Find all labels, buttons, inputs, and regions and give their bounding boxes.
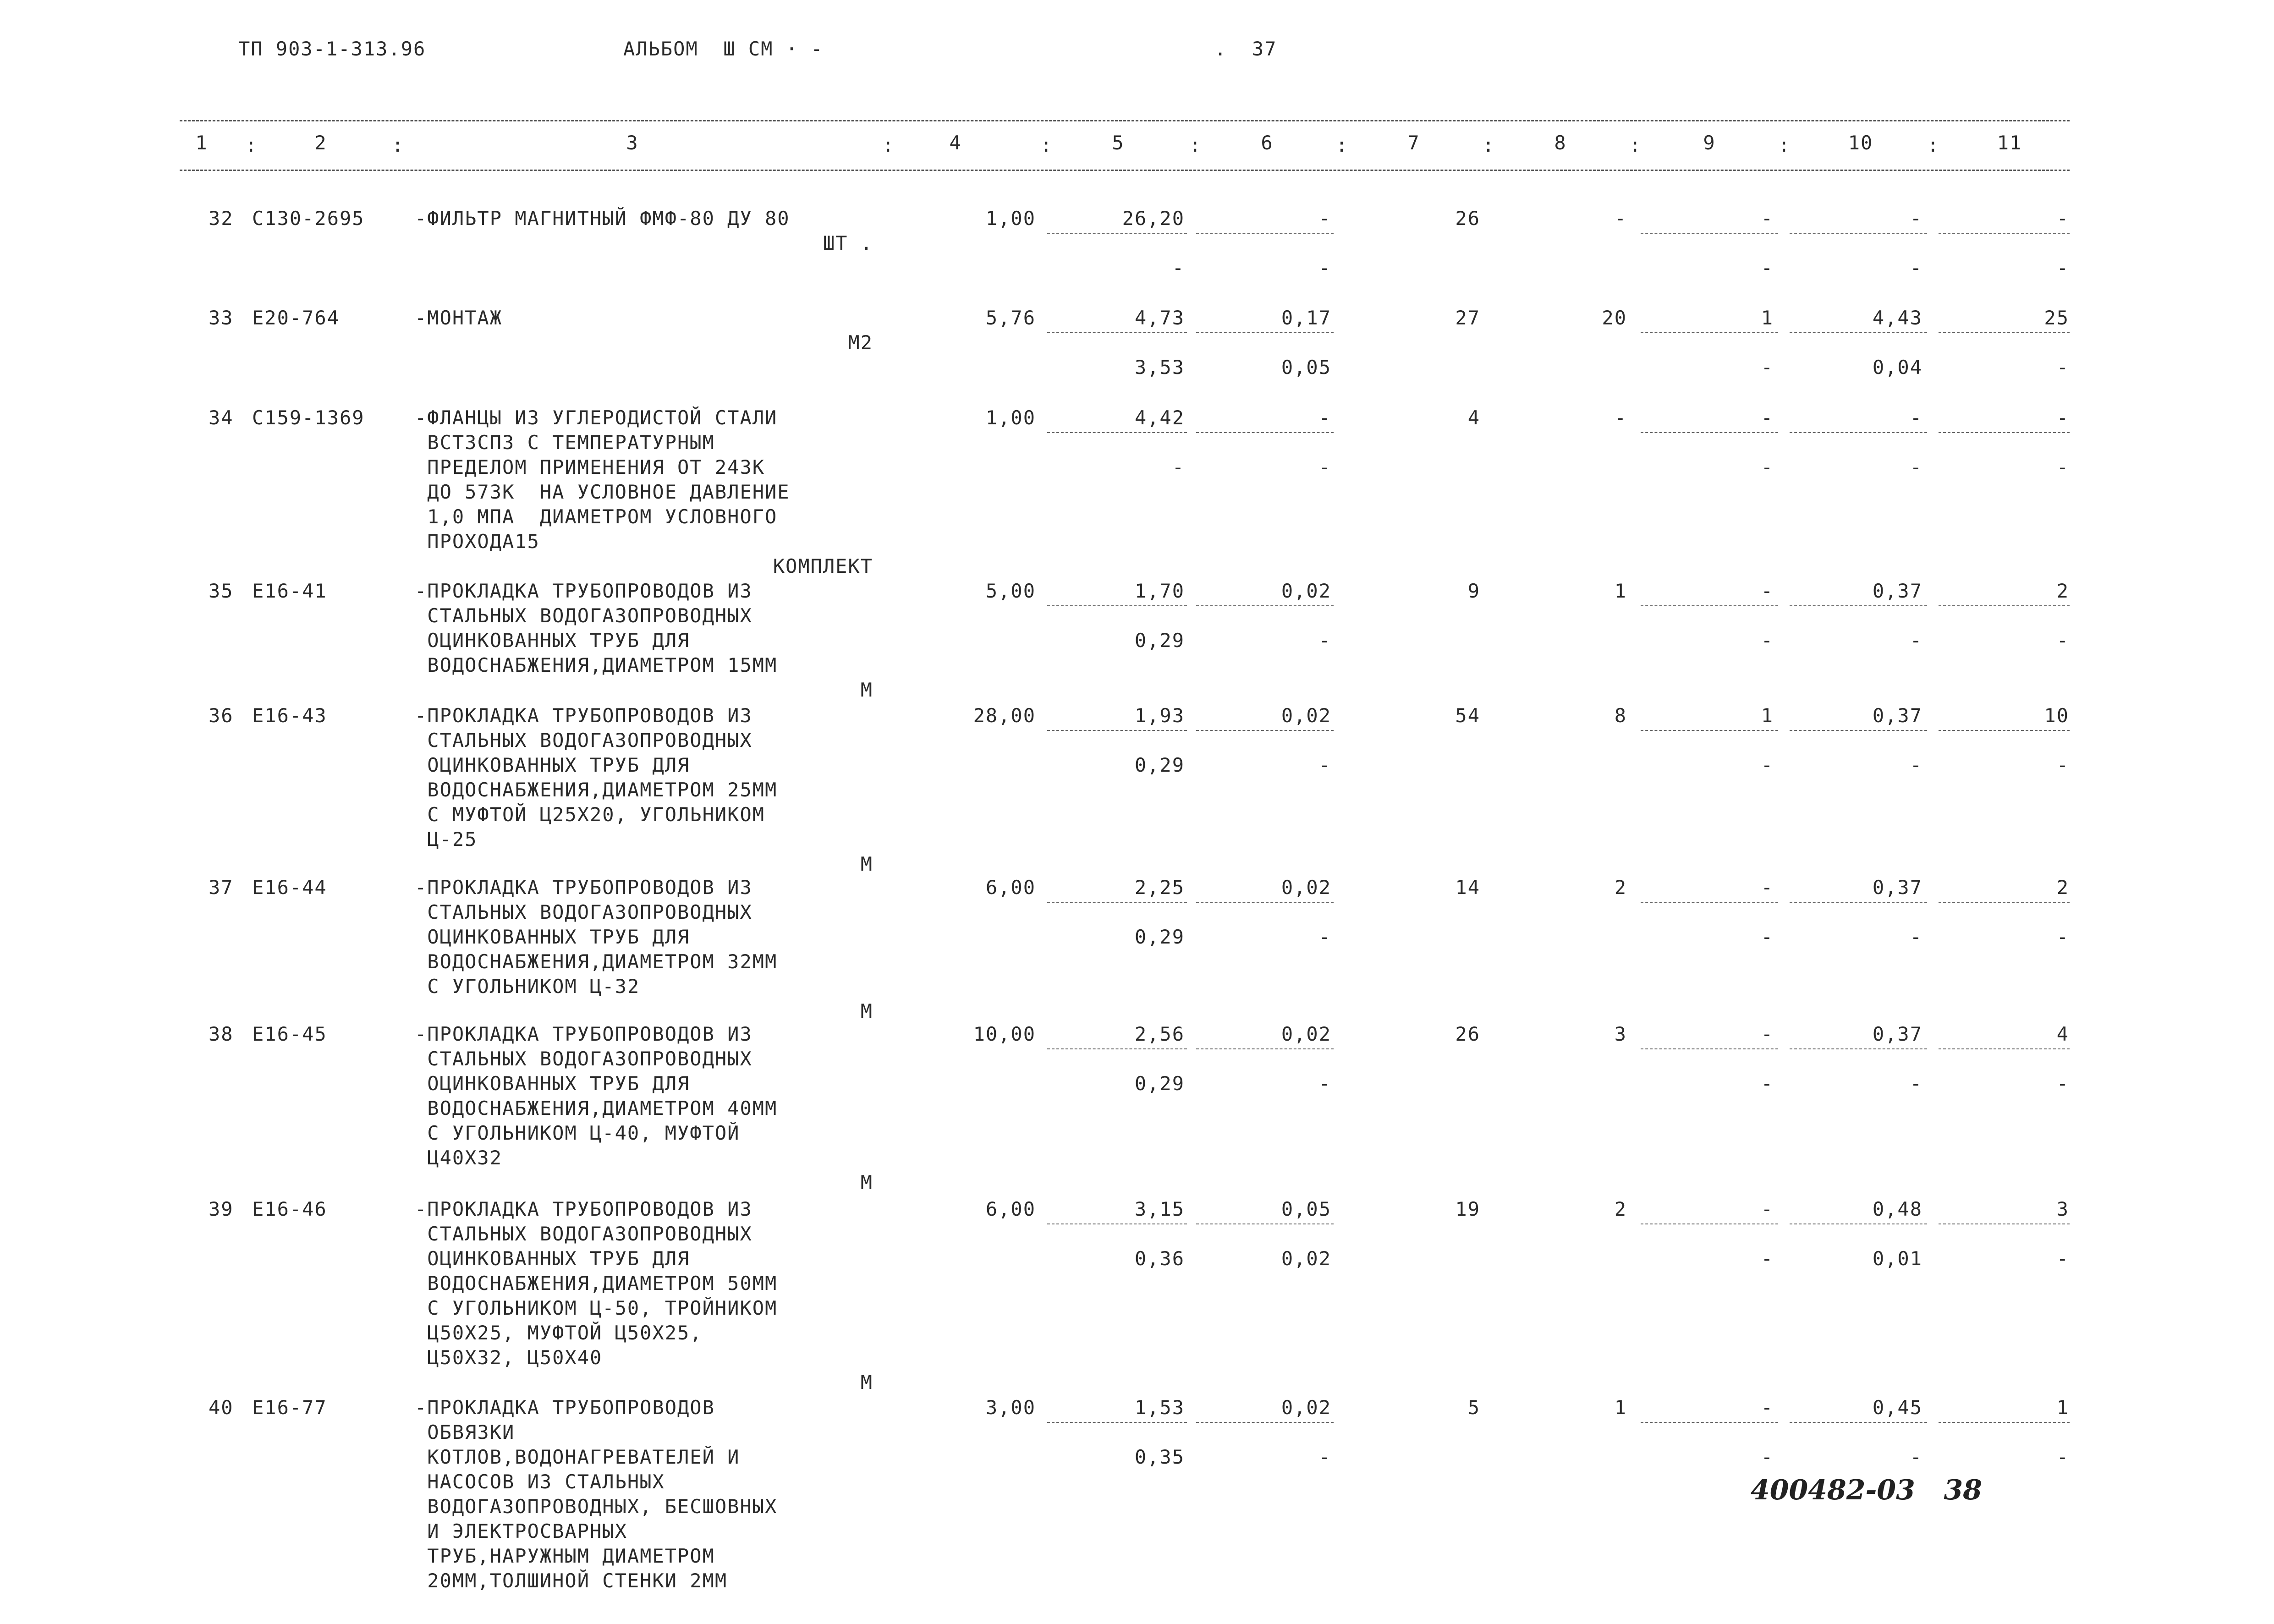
cell-c9: - (1761, 406, 1774, 429)
column-separator: : (392, 134, 405, 156)
cell-divider (1047, 1223, 1187, 1224)
cell-c8: - (1614, 406, 1627, 429)
cell-c5: 1,53 (1134, 1396, 1185, 1419)
cell-c9b: - (1761, 257, 1774, 279)
row-number: 33 (209, 307, 234, 329)
cell-c9: 1 (1761, 704, 1774, 727)
cell-c10b: 0,01 (1872, 1247, 1922, 1270)
work-description-line: СТАЛЬНЫХ ВОДОГАЗОПРОВОДНЫХ (415, 729, 753, 752)
cell-c9b: - (1761, 926, 1774, 948)
cell-divider (1790, 233, 1927, 234)
cell-c10: 0,45 (1872, 1396, 1922, 1419)
cell-c11b: - (2056, 456, 2069, 478)
cell-divider (1790, 730, 1927, 731)
cell-c5b: 0,29 (1134, 629, 1185, 652)
cell-c7: 26 (1455, 1023, 1480, 1045)
cell-c10: 4,43 (1872, 307, 1922, 329)
cell-c10: 0,37 (1872, 1023, 1922, 1045)
cell-c6: 0,02 (1281, 1023, 1331, 1045)
work-description-line: ВОДОСНАБЖЕНИЯ,ДИАМЕТРОМ 32ММ (415, 950, 778, 973)
cell-divider (1641, 1223, 1778, 1224)
cell-c9b: - (1761, 1072, 1774, 1095)
cell-c11: 10 (2044, 704, 2069, 727)
cell-c10b: - (1910, 257, 1922, 279)
column-number: 3 (626, 132, 639, 154)
row-number: 39 (209, 1198, 234, 1220)
cell-c5b: 0,36 (1134, 1247, 1185, 1270)
cell-c6: 0,02 (1281, 876, 1331, 899)
cell-divider (1047, 730, 1187, 731)
cell-c8: - (1614, 207, 1627, 230)
cell-divider (1939, 730, 2070, 731)
cell-c9: - (1761, 876, 1774, 899)
work-description-line: СТАЛЬНЫХ ВОДОГАЗОПРОВОДНЫХ (415, 1223, 753, 1245)
column-number: 8 (1554, 132, 1567, 154)
work-description-line: -ПРОКЛАДКА ТРУБОПРОВОДОВ ИЗ (415, 1198, 753, 1220)
page-mark: . 37 (1214, 38, 1277, 60)
cell-c8: 8 (1614, 704, 1627, 727)
work-description-line: -ПРОКЛАДКА ТРУБОПРОВОДОВ ИЗ (415, 580, 753, 602)
unit-of-measure: КОМПЛЕКТ (773, 555, 873, 577)
cell-divider (1939, 432, 2070, 433)
cell-c6: 0,05 (1281, 1198, 1331, 1220)
cell-c6b: 0,02 (1281, 1247, 1331, 1270)
cell-divider (1196, 902, 1334, 903)
work-description-line: 1,0 МПА ДИАМЕТРОМ УСЛОВНОГО (415, 505, 778, 528)
cell-divider (1790, 1048, 1927, 1049)
work-description-line: -МОНТАЖ (415, 307, 503, 329)
cell-c4: 1,00 (985, 207, 1036, 230)
cell-c7: 14 (1455, 876, 1480, 899)
work-description-line: ДО 573К НА УСЛОВНОЕ ДАВЛЕНИЕ (415, 481, 790, 503)
cell-c9b: - (1761, 1446, 1774, 1468)
column-number: 7 (1407, 132, 1420, 154)
cell-c5: 1,70 (1134, 580, 1185, 602)
cell-c10: 0,37 (1872, 704, 1922, 727)
cell-c6b: - (1318, 629, 1331, 652)
cell-divider (1196, 233, 1334, 234)
rate-code: Е16-77 (252, 1396, 327, 1419)
cell-divider (1790, 902, 1927, 903)
work-description-line: ОЦИНКОВАННЫХ ТРУБ ДЛЯ (415, 1247, 690, 1270)
column-number: 1 (195, 132, 208, 154)
cell-divider (1047, 432, 1187, 433)
work-description-line: СТАЛЬНЫХ ВОДОГАЗОПРОВОДНЫХ (415, 604, 753, 627)
cell-c9: - (1761, 207, 1774, 230)
cell-divider (1790, 432, 1927, 433)
unit-of-measure: М (860, 1371, 873, 1394)
work-description-line: ВОДОСНАБЖЕНИЯ,ДИАМЕТРОМ 40ММ (415, 1097, 778, 1119)
cell-c4: 28,00 (973, 704, 1036, 727)
cell-divider (1047, 1422, 1187, 1423)
work-description-line: -ПРОКЛАДКА ТРУБОПРОВОДОВ ИЗ (415, 876, 753, 899)
column-number: 10 (1848, 132, 1873, 154)
cell-c5: 2,25 (1134, 876, 1185, 899)
cell-c5b: 3,53 (1134, 356, 1185, 379)
cell-divider (1939, 605, 2070, 606)
column-separator: : (1189, 134, 1202, 156)
cell-c5: 26,20 (1122, 207, 1185, 230)
column-number: 5 (1112, 132, 1125, 154)
cell-c4: 3,00 (985, 1396, 1036, 1419)
cell-c6: - (1318, 406, 1331, 429)
cell-c6: 0,02 (1281, 580, 1331, 602)
row-number: 32 (209, 207, 234, 230)
work-description-line: Ц40Х32 (415, 1147, 503, 1169)
cell-c11: 2 (2056, 876, 2069, 899)
cell-divider (1047, 1048, 1187, 1049)
cell-c9: 1 (1761, 307, 1774, 329)
cell-c10b: - (1910, 926, 1922, 948)
rate-code: Е16-46 (252, 1198, 327, 1220)
work-description-line: С УГОЛЬНИКОМ Ц-50, ТРОЙНИКОМ (415, 1297, 778, 1319)
cell-c5: 2,56 (1134, 1023, 1185, 1045)
work-description-line: -ПРОКЛАДКА ТРУБОПРОВОДОВ ИЗ (415, 704, 753, 727)
cell-divider (1196, 1048, 1334, 1049)
cell-divider (1641, 1048, 1778, 1049)
work-description-line: -ФЛАНЦЫ ИЗ УГЛЕРОДИСТОЙ СТАЛИ (415, 406, 778, 429)
column-number: 6 (1261, 132, 1274, 154)
work-description-line: ОЦИНКОВАННЫХ ТРУБ ДЛЯ (415, 754, 690, 776)
cell-c4: 1,00 (985, 406, 1036, 429)
work-description-line: 20ММ,ТОЛШИНОЙ СТЕНКИ 2ММ (415, 1569, 728, 1592)
work-description-line: Ц-25 (415, 828, 478, 850)
cell-divider (1641, 730, 1778, 731)
cell-c11: 3 (2056, 1198, 2069, 1220)
cell-c7: 19 (1455, 1198, 1480, 1220)
work-description-line: Ц50Х25, МУФТОЙ Ц50Х25, (415, 1322, 703, 1344)
cell-divider (1047, 233, 1187, 234)
cell-c11: - (2056, 406, 2069, 429)
cell-c6b: 0,05 (1281, 356, 1331, 379)
cell-divider (1790, 605, 1927, 606)
cell-divider (1641, 432, 1778, 433)
column-separator: : (1483, 134, 1495, 156)
rate-code: С159-1369 (252, 406, 365, 429)
cell-c9: - (1761, 1396, 1774, 1419)
cell-c9b: - (1761, 356, 1774, 379)
unit-of-measure: М (860, 679, 873, 701)
cell-divider (1047, 332, 1187, 333)
album-label: АЛЬБОМ Ш СМ · - (623, 38, 824, 60)
cell-divider (1939, 332, 2070, 333)
row-number: 38 (209, 1023, 234, 1045)
cell-c7: 26 (1455, 207, 1480, 230)
cell-divider (1790, 1223, 1927, 1224)
cell-divider (1939, 1048, 2070, 1049)
unit-of-measure: М2 (848, 331, 873, 354)
unit-of-measure: ШТ . (823, 232, 873, 254)
cell-divider (1196, 432, 1334, 433)
cell-c10b: - (1910, 754, 1922, 776)
cell-divider (1196, 1223, 1334, 1224)
cell-divider (1641, 902, 1778, 903)
cell-c6: 0,17 (1281, 307, 1331, 329)
work-description-line: ОЦИНКОВАННЫХ ТРУБ ДЛЯ (415, 629, 690, 652)
cell-c10: 0,48 (1872, 1198, 1922, 1220)
cell-c7: 54 (1455, 704, 1480, 727)
rate-code: С130-2695 (252, 207, 365, 230)
cell-c11b: - (2056, 1247, 2069, 1270)
rate-code: Е16-45 (252, 1023, 327, 1045)
work-description-line: -ФИЛЬТР МАГНИТНЫЙ ФМФ-80 ДУ 80 (415, 207, 790, 230)
cell-c10: - (1910, 406, 1922, 429)
cell-c11b: - (2056, 629, 2069, 652)
cell-c9: - (1761, 1198, 1774, 1220)
column-separator: : (1629, 134, 1642, 156)
column-separator: : (1336, 134, 1349, 156)
cell-c8: 1 (1614, 580, 1627, 602)
work-description-line: СТАЛЬНЫХ ВОДОГАЗОПРОВОДНЫХ (415, 1048, 753, 1070)
rate-code: Е16-44 (252, 876, 327, 899)
work-description-line: ВОДОГАЗОПРОВОДНЫХ, БЕСШОВНЫХ (415, 1495, 778, 1518)
cell-c10: 0,37 (1872, 876, 1922, 899)
cell-divider (1641, 332, 1778, 333)
cell-divider (1939, 902, 2070, 903)
unit-of-measure: М (860, 853, 873, 875)
cell-c11b: - (2056, 257, 2069, 279)
cell-c8: 1 (1614, 1396, 1627, 1419)
cell-c4: 5,00 (985, 580, 1036, 602)
cell-c9: - (1761, 1023, 1774, 1045)
work-description-line: ПРОХОДА15 (415, 530, 540, 553)
cell-c11b: - (2056, 926, 2069, 948)
cell-c7: 5 (1467, 1396, 1480, 1419)
column-number: 2 (314, 132, 327, 154)
cell-divider (1196, 730, 1334, 731)
cell-c11b: - (2056, 754, 2069, 776)
cell-c10: 0,37 (1872, 580, 1922, 602)
cell-c9b: - (1761, 1247, 1774, 1270)
cell-c6b: - (1318, 926, 1331, 948)
column-separator: : (1778, 134, 1791, 156)
handwritten-note: 400482-03 38 (1751, 1474, 1983, 1506)
cell-c6b: - (1318, 754, 1331, 776)
work-description-line: -ПРОКЛАДКА ТРУБОПРОВОДОВ ИЗ (415, 1023, 753, 1045)
work-description-line: ПРЕДЕЛОМ ПРИМЕНЕНИЯ ОТ 243К (415, 456, 765, 478)
cell-divider (1047, 902, 1187, 903)
work-description-line: ОЦИНКОВАННЫХ ТРУБ ДЛЯ (415, 926, 690, 948)
cell-c5: 1,93 (1134, 704, 1185, 727)
cell-c8: 2 (1614, 1198, 1627, 1220)
cell-c8: 3 (1614, 1023, 1627, 1045)
cell-c11: 4 (2056, 1023, 2069, 1045)
cell-c11: 2 (2056, 580, 2069, 602)
cell-divider (1047, 605, 1187, 606)
cell-c5b: 0,29 (1134, 926, 1185, 948)
cell-divider (1196, 332, 1334, 333)
work-description-line: КОТЛОВ,ВОДОНАГРЕВАТЕЛЕЙ И (415, 1446, 740, 1468)
cell-c4: 10,00 (973, 1023, 1036, 1045)
cell-c8: 2 (1614, 876, 1627, 899)
cell-c11: - (2056, 207, 2069, 230)
work-description-line: С УГОЛЬНИКОМ Ц-32 (415, 975, 640, 998)
work-description-line: Ц50Х32, Ц50Х40 (415, 1346, 603, 1369)
rate-code: Е20-764 (252, 307, 340, 329)
cell-c6: - (1318, 207, 1331, 230)
column-number: 11 (1997, 132, 2022, 154)
cell-c6b: - (1318, 257, 1331, 279)
work-description-line: ОБВЯЗКИ (415, 1421, 515, 1443)
cell-c9b: - (1761, 754, 1774, 776)
work-description-line: НАСОСОВ ИЗ СТАЛЬНЫХ (415, 1470, 665, 1493)
work-description-line: С МУФТОЙ Ц25Х20, УГОЛЬНИКОМ (415, 803, 765, 826)
cell-divider (1790, 1422, 1927, 1423)
column-separator: : (1040, 134, 1053, 156)
cell-divider (1939, 233, 2070, 234)
row-number: 40 (209, 1396, 234, 1419)
cell-c7: 27 (1455, 307, 1480, 329)
cell-c4: 6,00 (985, 876, 1036, 899)
cell-c11: 1 (2056, 1396, 2069, 1419)
cell-c7: 9 (1467, 580, 1480, 602)
cell-divider (1790, 332, 1927, 333)
doc-code: ТП 903-1-313.96 (238, 38, 426, 60)
work-description-line: С УГОЛЬНИКОМ Ц-40, МУФТОЙ (415, 1122, 740, 1144)
column-number: 4 (949, 132, 962, 154)
cell-c4: 5,76 (985, 307, 1036, 329)
cell-c8: 20 (1602, 307, 1627, 329)
cell-c10b: - (1910, 629, 1922, 652)
cell-c9b: - (1761, 456, 1774, 478)
rate-code: Е16-41 (252, 580, 327, 602)
cell-divider (1939, 1223, 2070, 1224)
cell-c6b: - (1318, 1446, 1331, 1468)
work-description-line: СТАЛЬНЫХ ВОДОГАЗОПРОВОДНЫХ (415, 901, 753, 923)
unit-of-measure: М (860, 1171, 873, 1194)
cell-c9b: - (1761, 629, 1774, 652)
cell-c5b: - (1172, 456, 1185, 478)
row-number: 37 (209, 876, 234, 899)
row-number: 36 (209, 704, 234, 727)
cell-c10b: - (1910, 456, 1922, 478)
cell-c11b: - (2056, 1446, 2069, 1468)
cell-divider (1641, 1422, 1778, 1423)
work-description-line: ТРУБ,НАРУЖНЫМ ДИАМЕТРОМ (415, 1545, 715, 1567)
work-description-line: И ЭЛЕКТРОСВАРНЫХ (415, 1520, 627, 1542)
cell-divider (1641, 605, 1778, 606)
work-description-line: -ПРОКЛАДКА ТРУБОПРОВОДОВ (415, 1396, 715, 1419)
cell-c10b: 0,04 (1872, 356, 1922, 379)
cell-c6b: - (1318, 456, 1331, 478)
cell-c4: 6,00 (985, 1198, 1036, 1220)
cell-c5b: - (1172, 257, 1185, 279)
work-description-line: ВОДОСНАБЖЕНИЯ,ДИАМЕТРОМ 15ММ (415, 654, 778, 676)
cell-c5: 3,15 (1134, 1198, 1185, 1220)
cell-c11b: - (2056, 356, 2069, 379)
work-description-line: ВСТ3СП3 С ТЕМПЕРАТУРНЫМ (415, 431, 715, 454)
rate-code: Е16-43 (252, 704, 327, 727)
work-description-line: ВОДОСНАБЖЕНИЯ,ДИАМЕТРОМ 25ММ (415, 779, 778, 801)
unit-of-measure: М (860, 1000, 873, 1022)
column-separator: : (882, 134, 895, 156)
cell-divider (1641, 233, 1778, 234)
cell-c6: 0,02 (1281, 704, 1331, 727)
cell-c6: 0,02 (1281, 1396, 1331, 1419)
cell-c9: - (1761, 580, 1774, 602)
cell-c10: - (1910, 207, 1922, 230)
cell-c11: 25 (2044, 307, 2069, 329)
cell-c7: 4 (1467, 406, 1480, 429)
cell-c10b: - (1910, 1072, 1922, 1095)
header-rule-bottom (180, 170, 2070, 171)
cell-divider (1196, 1422, 1334, 1423)
cell-c6b: - (1318, 1072, 1331, 1095)
cell-divider (1196, 605, 1334, 606)
work-description-line: ВОДОСНАБЖЕНИЯ,ДИАМЕТРОМ 50ММ (415, 1272, 778, 1295)
work-description-line: ОЦИНКОВАННЫХ ТРУБ ДЛЯ (415, 1072, 690, 1095)
row-number: 34 (209, 406, 234, 429)
cell-c10b: - (1910, 1446, 1922, 1468)
cell-c11b: - (2056, 1072, 2069, 1095)
column-separator: : (1927, 134, 1940, 156)
cell-c5: 4,73 (1134, 307, 1185, 329)
column-separator: : (245, 134, 258, 156)
row-number: 35 (209, 580, 234, 602)
column-number: 9 (1703, 132, 1716, 154)
cell-c5b: 0,29 (1134, 754, 1185, 776)
cell-divider (1939, 1422, 2070, 1423)
header-rule-top (180, 120, 2070, 121)
cell-c5: 4,42 (1134, 406, 1185, 429)
cell-c5b: 0,35 (1134, 1446, 1185, 1468)
cell-c5b: 0,29 (1134, 1072, 1185, 1095)
